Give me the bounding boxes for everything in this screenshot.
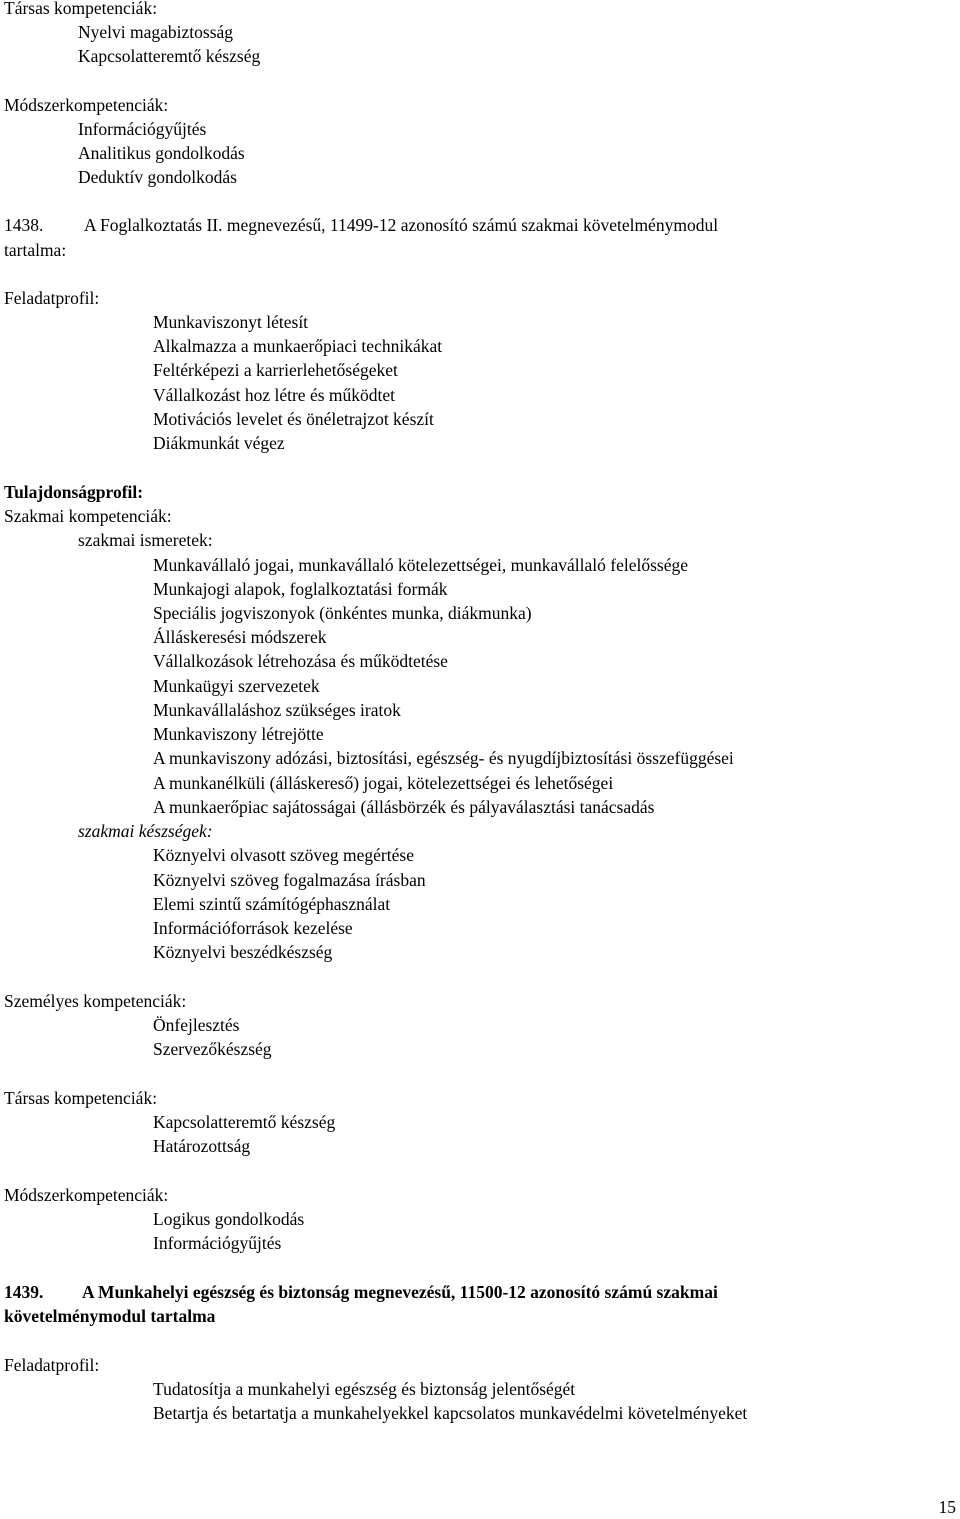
task-profile-heading: Feladatprofil: [4, 288, 100, 308]
list-item: Nyelvi magabiztosság [78, 22, 234, 42]
list-item: Szervezőkészség [153, 1039, 272, 1059]
list-item: Munkaviszonyt létesít [153, 312, 309, 332]
list-item: Határozottság [153, 1136, 251, 1156]
list-item: Betartja és betartatja a munkahelyekkel kapcsolatos munkavédelmi követelményeket [153, 1403, 748, 1423]
module-title: A Munkahelyi egészség és biztonság megnevezésű, 11500-12 azonosító számú szakmai [82, 1282, 718, 1302]
list-item: Vállalkozások létrehozása és működtetése [153, 651, 448, 671]
social-competencies-heading: Társas kompetenciák: [4, 1088, 158, 1108]
list-item: Analitikus gondolkodás [78, 143, 245, 163]
list-item: Köznyelvi olvasott szöveg megértése [153, 845, 414, 865]
module-title: A Foglalkoztatás II. megnevezésű, 11499-12 azonosító számú szakmai követelménymodul [84, 215, 719, 235]
skills-heading: szakmai készségek: [78, 821, 213, 841]
list-item: Munkavállaló jogai, munkavállaló kötelezettségei, munkavállaló felelőssége [153, 555, 689, 575]
module-number: 1438. [4, 215, 44, 235]
property-profile-heading: Tulajdonságprofil: [4, 482, 144, 502]
list-item: Önfejlesztés [153, 1015, 240, 1035]
list-item: Információgyűjtés [153, 1233, 282, 1253]
list-item: Vállalkozást hoz létre és működtet [153, 385, 396, 405]
list-item: Motivációs levelet és önéletrajzot készít [153, 409, 434, 429]
knowledge-heading: szakmai ismeretek: [78, 530, 213, 550]
list-item: Speciális jogviszonyok (önkéntes munka, diákmunka) [153, 603, 532, 623]
list-item: Logikus gondolkodás [153, 1209, 305, 1229]
list-item: Kapcsolatteremtő készség [153, 1112, 336, 1132]
list-item: Tudatosítja a munkahelyi egészség és biztonság jelentőségét [153, 1379, 576, 1399]
list-item: Alkalmazza a munkaerőpiaci technikákat [153, 336, 443, 356]
social-competencies-heading: Társas kompetenciák: [4, 0, 158, 18]
list-item: Köznyelvi beszédkészség [153, 942, 333, 962]
task-profile-heading: Feladatprofil: [4, 1355, 100, 1375]
list-item: Feltérképezi a karrierlehetőségeket [153, 360, 398, 380]
list-item: Munkajogi alapok, foglalkoztatási formák [153, 579, 448, 599]
list-item: Munkavállaláshoz szükséges iratok [153, 700, 401, 720]
list-item: Elemi szintű számítógéphasználat [153, 894, 391, 914]
list-item: A munkaviszony adózási, biztosítási, egészség- és nyugdíjbiztosítási összefüggései [153, 748, 734, 768]
module-title-continued: tartalma: [4, 240, 67, 260]
list-item: Deduktív gondolkodás [78, 167, 237, 187]
method-competencies-heading: Módszerkompetenciák: [4, 1185, 169, 1205]
list-item: A munkaerőpiac sajátosságai (állásbörzék és pályaválasztási tanácsadás [153, 797, 655, 817]
list-item: Információgyűjtés [78, 119, 207, 139]
list-item: Munkaviszony létrejötte [153, 724, 324, 744]
module-title-continued: követelménymodul tartalma [4, 1306, 216, 1326]
list-item: Köznyelvi szöveg fogalmazása írásban [153, 870, 426, 890]
personal-competencies-heading: Személyes kompetenciák: [4, 991, 187, 1011]
method-competencies-heading: Módszerkompetenciák: [4, 95, 169, 115]
list-item: Kapcsolatteremtő készség [78, 46, 261, 66]
list-item: Információforrások kezelése [153, 918, 353, 938]
module-number: 1439. [4, 1282, 44, 1302]
page-number: 15 [938, 1497, 956, 1517]
list-item: Álláskeresési módszerek [153, 627, 327, 647]
list-item: Diákmunkát végez [153, 433, 285, 453]
professional-competencies-heading: Szakmai kompetenciák: [4, 506, 172, 526]
list-item: A munkanélküli (álláskereső) jogai, kötelezettségei és lehetőségei [153, 773, 614, 793]
list-item: Munkaügyi szervezetek [153, 676, 320, 696]
